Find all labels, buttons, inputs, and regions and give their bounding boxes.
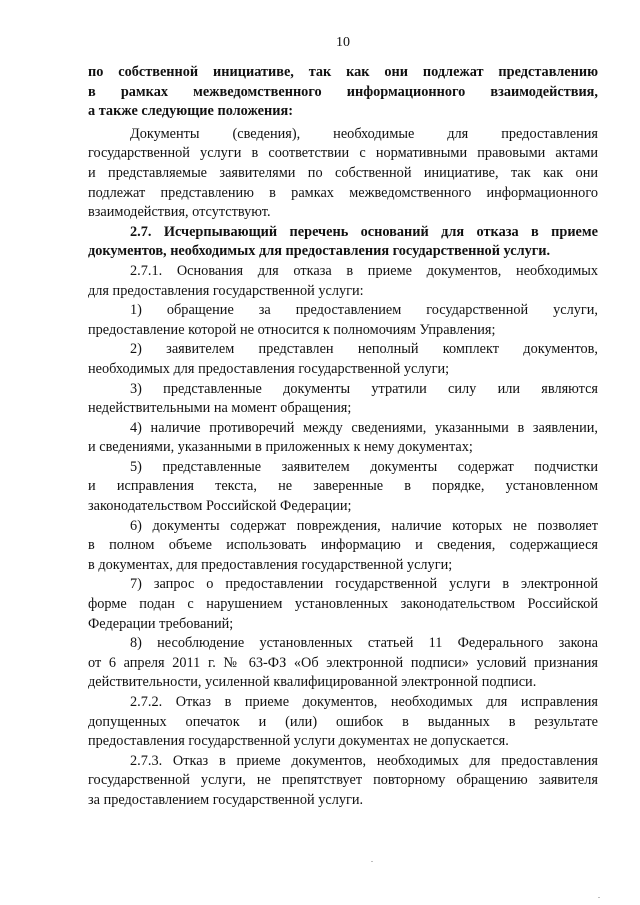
text-line: необходимых для предоставления государственной услуги; (88, 360, 450, 377)
text-line: 4) наличие противоречий между сведениями, указанными в заявлении, (130, 419, 598, 436)
text-line: а также следующие положения: (88, 103, 293, 120)
text-line: по собственной инициативе, так как они подлежат представлению (88, 64, 598, 80)
paragraph (88, 301, 598, 340)
paragraph (88, 458, 598, 517)
paragraph (88, 419, 598, 458)
text-line: и сведениями, указанными в приложенных к нему документах; (88, 439, 473, 456)
text-line: 7) запрос о предоставлении государственной услуги в электронной (130, 576, 598, 593)
paragraph (88, 575, 598, 634)
text-line: допущенных опечаток и (или) ошибок в выданных в результате (88, 713, 598, 730)
text-line: 5) представленные заявителем документы содержат подчистки (130, 458, 598, 475)
text-line: и исправления текста, не заверенные в порядке, установленном (88, 478, 598, 495)
scan-speck (598, 897, 600, 898)
text-line: недействительными на момент обращения; (88, 400, 352, 417)
text-line: в документах, для предоставления государственной услуги; (88, 556, 453, 573)
text-line: в полном объеме использовать информацию и сведения, содержащиеся (88, 537, 598, 554)
text-line: Документы (сведения), необходимые для предоставления (130, 125, 598, 142)
text-line: и представляемые заявителями по собственной инициативе, так как они (88, 164, 598, 181)
text-line: за предоставлением государственной услуги. (88, 791, 364, 808)
text-line: 2.7.3. Отказ в приеме документов, необходимых для предоставления (130, 752, 598, 769)
text-line: законодательством Российской Федерации; (88, 498, 352, 515)
paragraph (88, 693, 598, 752)
paragraph (88, 223, 598, 262)
text-line: предоставления государственной услуги документах не допускается. (88, 733, 509, 750)
text-line: 2) заявителем представлен неполный комплект документов, (130, 341, 598, 358)
paragraph (88, 125, 598, 223)
text-line: от 6 апреля 2011 г. № 63-ФЗ «Об электронной подписи» условий признания (88, 654, 598, 671)
text-line: 2.7. Исчерпывающий перечень оснований для отказа в приеме (130, 223, 598, 240)
page-number: 10 (336, 35, 350, 50)
text-line: 2.7.1. Основания для отказа в приеме документов, необходимых (130, 262, 598, 279)
paragraph (88, 634, 598, 693)
paragraph (88, 262, 598, 301)
scan-speck (371, 861, 373, 862)
text-line: государственной услуги, не препятствует повторному обращению заявителя (88, 772, 598, 789)
text-line: форме подан с нарушением установленных законодательством Российской (88, 596, 598, 613)
document-body (88, 63, 598, 811)
text-line: 3) представленные документы утратили силу или являются (130, 380, 598, 397)
text-line: 1) обращение за предоставлением государственной услуги, (130, 302, 598, 319)
paragraph (88, 380, 598, 419)
text-line: государственной услуги в соответствии с нормативными правовыми актами (88, 145, 598, 162)
paragraph (88, 63, 598, 122)
text-line: подлежат представлению в рамках межведомственного информационного (88, 184, 598, 201)
text-line: в рамках межведомственного информационного взаимодействия, (88, 83, 598, 100)
text-line: 8) несоблюдение установленных статьей 11 Федерального закона (130, 635, 598, 652)
paragraph (88, 517, 598, 576)
text-line: 6) документы содержат повреждения, наличие которых не позволяет (130, 517, 598, 534)
text-line: для предоставления государственной услуги: (88, 282, 364, 299)
text-line: документов, необходимых для предоставления государственной услуги. (88, 243, 551, 260)
text-line: взаимодействия, отсутствуют. (88, 204, 271, 221)
text-line: предоставление которой не относится к полномочиям Управления; (88, 321, 496, 338)
text-line: 2.7.2. Отказ в приеме документов, необходимых для исправления (130, 694, 598, 710)
paragraph (88, 752, 598, 811)
paragraph (88, 340, 598, 379)
text-line: действительности, усиленной квалифицированной электронной подписи. (88, 674, 537, 691)
text-line: Федерации требований; (88, 615, 234, 632)
